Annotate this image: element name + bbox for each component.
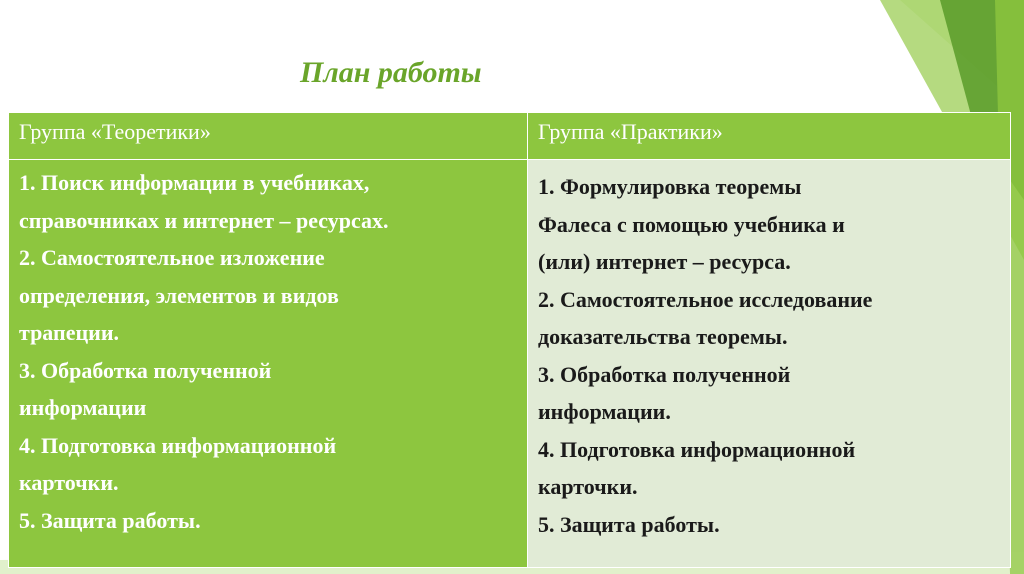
- header-theory-group: Группа «Теоретики»: [9, 113, 528, 160]
- practice-line: 5. Защита работы.: [538, 511, 720, 537]
- practice-line: 4. Подготовка информационной: [538, 436, 856, 462]
- theory-line: 4. Подготовка информационной: [19, 432, 337, 458]
- practice-line: (или) интернет – ресурса.: [538, 249, 791, 274]
- practice-line: карточки.: [538, 474, 638, 499]
- practice-line: 2. Самостоятельное исследование: [538, 286, 873, 312]
- theory-line: 2. Самостоятельное изложение: [19, 245, 325, 270]
- practice-line: Фалеса с помощью учебника и: [538, 211, 845, 237]
- slide-title: План работы: [300, 56, 482, 89]
- theory-line: карточки.: [19, 470, 119, 495]
- theory-line: справочниках и интернет – ресурсах.: [19, 207, 389, 233]
- plan-table: [8, 112, 1011, 568]
- theory-line: трапеции.: [19, 320, 119, 345]
- practice-line: доказательства теоремы.: [538, 324, 788, 349]
- theory-line: 5. Защита работы.: [19, 507, 201, 533]
- practice-plan-cell: [528, 160, 1011, 568]
- practice-line: 1. Формулировка теоремы: [538, 174, 802, 199]
- theory-line: информации: [19, 395, 147, 420]
- practice-line: 3. Обработка полученной: [538, 361, 791, 387]
- table-header-row: [9, 113, 1011, 160]
- theory-line: 3. Обработка полученной: [19, 357, 272, 383]
- theory-line: 1. Поиск информации в учебниках,: [19, 170, 370, 195]
- table-row: [9, 160, 1011, 568]
- header-practice-group: Группа «Практики»: [528, 113, 1011, 160]
- practice-line: информации.: [538, 399, 671, 424]
- theory-plan-cell: [9, 160, 528, 568]
- theory-line: определения, элементов и видов: [19, 282, 339, 308]
